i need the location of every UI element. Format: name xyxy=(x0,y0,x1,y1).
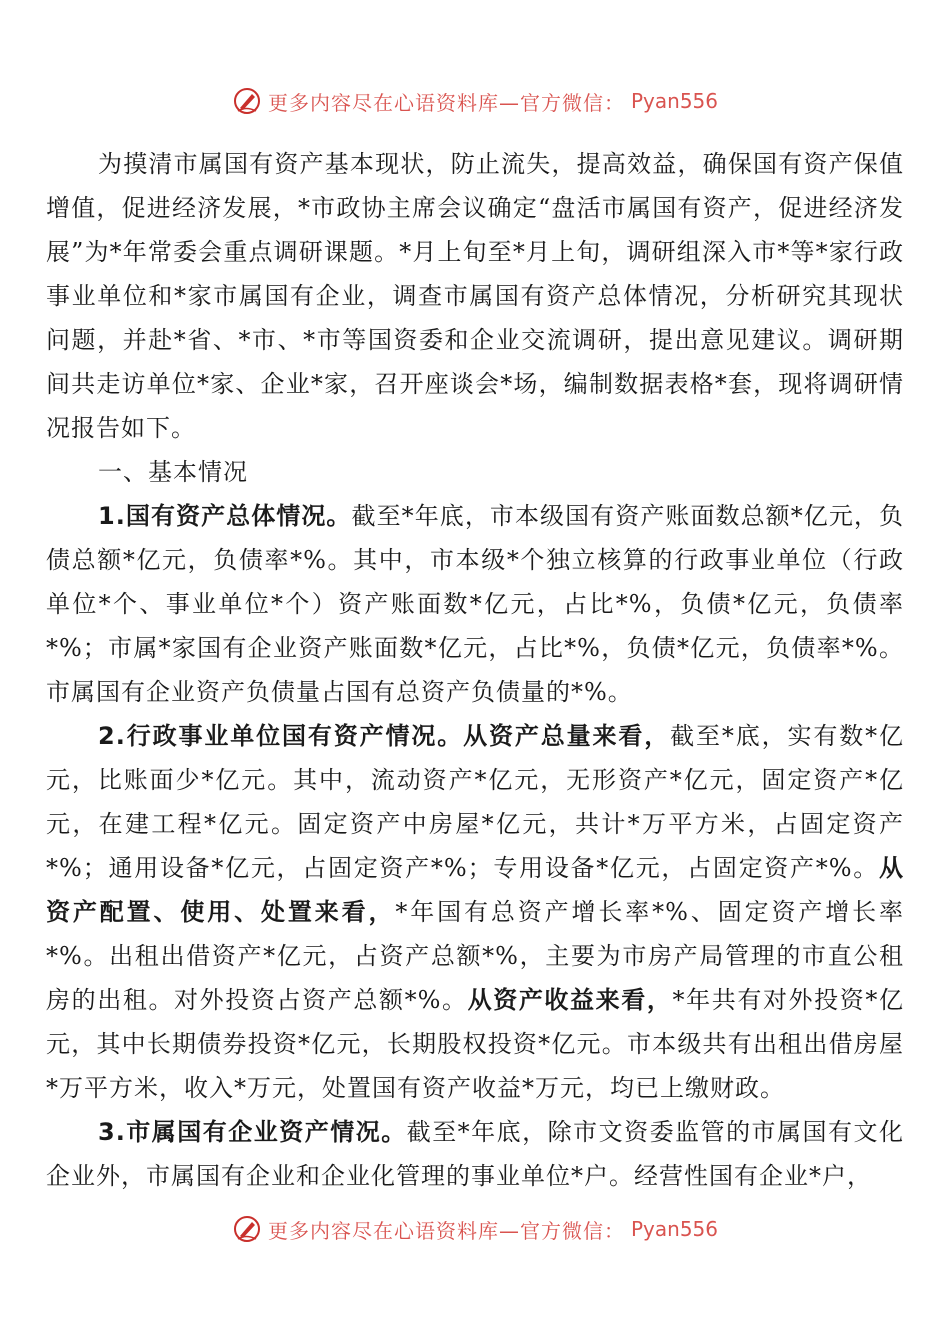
section-2-body-config: *年国有总资产增长率*%、固定资产增长率*%。出租出借资产*亿元，占资产总额*%，主要为市房产局管理的市直公租房的出租。对外投资占资产总额*%。 xyxy=(46,898,904,1014)
section-2-title: 2.行政事业单位国有资产情况。 xyxy=(98,722,464,750)
watermark-header xyxy=(0,86,950,116)
watermark-footer xyxy=(0,1214,950,1244)
section-1-title: 1.国有资产总体情况。 xyxy=(98,502,352,530)
section-1-body: 截至*年底，市本级国有资产账面数总额*亿元，负债总额*亿元，负债率*%。其中，市本级*个独立核算的行政事业单位（行政单位*个、事业单位*个）资产账面数*亿元，占比*%，负债*亿元，负债率*%；市属*家国有企业资产账面数*亿元，占比*%，负债*亿元，负债率*%。市属国有企业资产负债量占国有总资产负债量的*%。 xyxy=(46,502,904,706)
pen-logo-icon xyxy=(232,86,262,116)
section-2-body-total: 截至*底，实有数*亿元，比账面少*亿元。其中，流动资产*亿元，无形资产*亿元，固定资产*亿元，在建工程*亿元。固定资产中房屋*亿元，共计*万平方米，占固定资产*%；通用设备*亿元，占固定资产*%；专用设备*亿元，占固定资产*%。 xyxy=(46,722,904,882)
section-2-lead-config: 从资产配置、使用、处置来看， xyxy=(46,854,904,926)
pen-logo-icon xyxy=(232,1214,262,1244)
section-2-paragraph xyxy=(46,714,904,1110)
section-2-body-income: *年共有对外投资*亿元，其中长期债券投资*亿元，长期股权投资*亿元。市本级共有出租出借房屋*万平方米，收入*万元，处置国有资产收益*万元，均已上缴财政。 xyxy=(46,986,905,1102)
section-1-paragraph xyxy=(46,494,904,714)
watermark-text: 更多内容尽在心语资料库—官方微信： xyxy=(267,1218,625,1243)
section-3-title: 3.市属国有企业资产情况。 xyxy=(98,1118,407,1146)
document-body xyxy=(46,142,904,1198)
section-2-lead-income: 从资产收益来看， xyxy=(467,986,673,1014)
intro-paragraph: 为摸清市属国有资产基本现状，防止流失，提高效益，确保国有资产保值增值，促进经济发展，*市政协主席会议确定“盘活市属国有资产，促进经济发展”为*年常委会重点调研课题。*月上旬至*月上旬，调研组深入市*等*家行政事业单位和*家市属国有企业，调查市属国有资产总体情况，分析研究其现状问题，并赴*省、*市、*市等国资委和企业交流调研，提出意见建议。调研期间共走访单位*家、企业*家，召开座谈会*场，编制数据表格*套，现将调研情况报告如下。 xyxy=(46,150,904,442)
section-heading-basic: 一、基本情况 xyxy=(98,458,248,486)
watermark-text: 更多内容尽在心语资料库—官方微信： xyxy=(267,90,625,115)
watermark-wechat-id: Pyan556 xyxy=(630,89,718,113)
section-3-paragraph xyxy=(46,1110,904,1198)
watermark-wechat-id: Pyan556 xyxy=(630,1217,718,1241)
section-3-body: 截至*年底，除市文资委监管的市属国有文化企业外，市属国有企业和企业化管理的事业单位*户。经营性国有企业*户， xyxy=(46,1118,905,1190)
section-2-lead-total: 从资产总量来看， xyxy=(463,722,671,750)
